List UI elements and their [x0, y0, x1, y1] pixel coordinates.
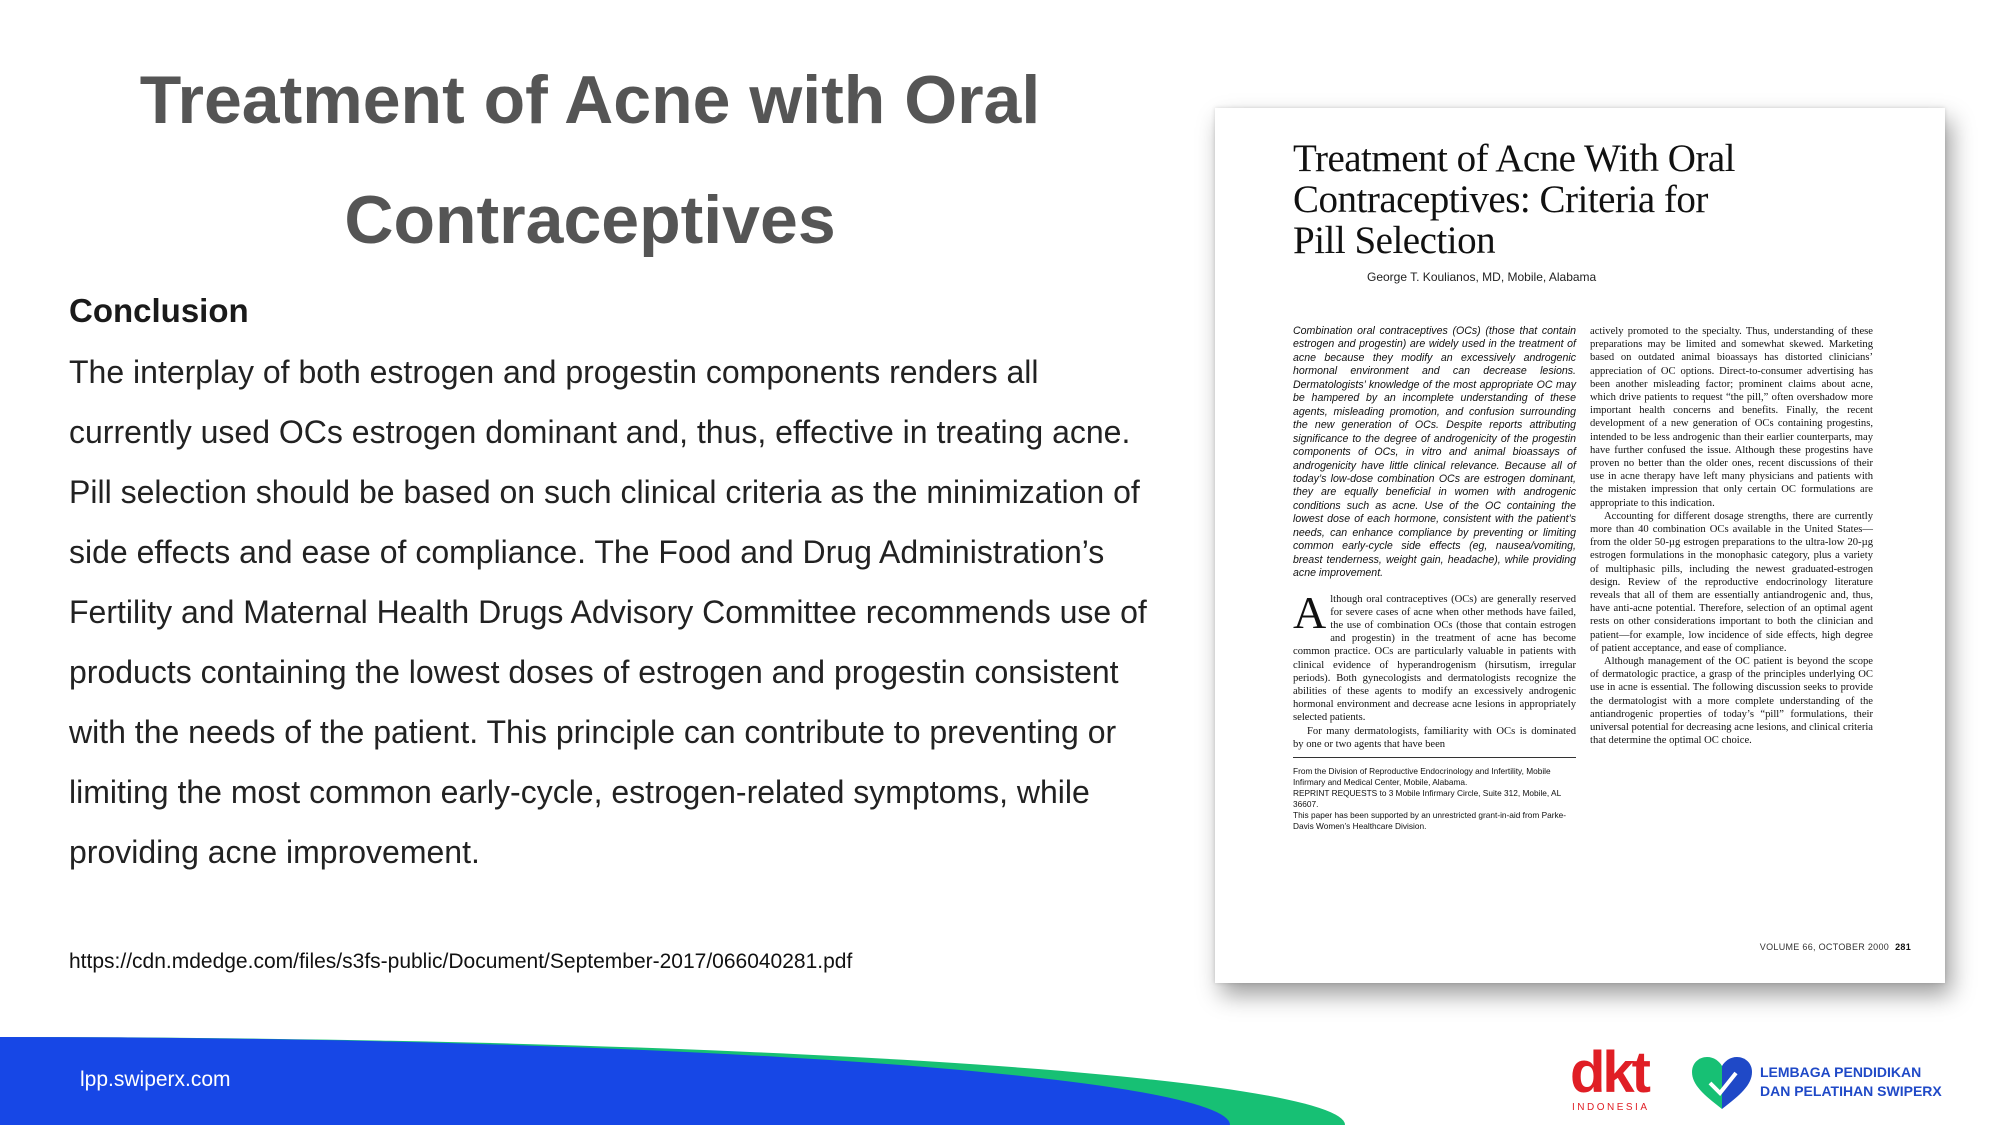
- dkt-logo-mark: dkt: [1570, 1040, 1648, 1105]
- lp-line2: DAN PELATIHAN SWIPERX: [1760, 1083, 1942, 1099]
- paper-intro: [1293, 586, 1576, 751]
- paper-footnote-3: This paper has been supported by an unrestricted grant-in-aid from Parke-Davis Women’s Healthcare Division.: [1293, 810, 1567, 832]
- paper-right-para1: actively promoted to the specialty. Thus, understanding of these preparations may be limited and somewhat skewed. Marketing based on outdated animal bioassays has distorted clinicians’ appreciation of OC options. Direct-to-consumer advertising has been another misleading factor; prominent claims about acne, which drive patients to request “the pill,” often overshadow more important health concerns and benefits. Finally, the recent development of a new generation of OCs containing progestins, intended to be less androgenic than their earlier counterparts, may have further confused the issue. Although these progestins have proven no better than the older ones, recent discussions of their use in acne therapy have left many physicians and patients with the mistaken impression that only certain OC formulations are appropriate to this indication.: [1590, 326, 1873, 509]
- paper-scan: [1215, 108, 1945, 983]
- paper-footnote-1: From the Division of Reproductive Endocrinology and Infertility, Mobile Infirmary and Medical Center, Mobile, Alabama.: [1293, 766, 1551, 788]
- paper-dropcap: A: [1293, 586, 1327, 638]
- paper-para2: For many dermatologists, familiarity with OCs is dominated by one or two agents that have been: [1293, 725, 1576, 750]
- slide-title-line1: Treatment of Acne with Oral: [139, 62, 1041, 138]
- paper-title-line2: Contraceptives: Criteria for: [1293, 178, 1708, 221]
- source-link[interactable]: https://cdn.mdedge.com/files/s3fs-public/Document/September-2017/066040281.pdf: [69, 950, 853, 973]
- paper-author: George T. Koulianos, MD, Mobile, Alabama: [1367, 270, 1597, 284]
- conclusion-heading: Conclusion: [69, 292, 249, 329]
- lp-line1: LEMBAGA PENDIDIKAN: [1760, 1064, 1922, 1080]
- footer-site-url[interactable]: lpp.swiperx.com: [80, 1068, 231, 1091]
- slide-title: [0, 40, 1180, 280]
- dkt-logo-subtitle: INDONESIA: [1572, 1102, 1650, 1113]
- paper-abstract: Combination oral contraceptives (OCs) (those that contain estrogen and progestin) are widely used in the treatment of acne because they modify an excessively androgenic hormonal environment and can decrease lesions. Dermatologists’ knowledge of the most appropriate OC may be hampered by an incomplete understanding of these agents, misleading promotion, and confusion surrounding the new generation of OCs. Despite reports attributing significance to the degree of androgenicity of the progestin components of OCs, in vitro and animal bioassays of androgenicity have little clinical relevance. Because all of today’s low-dose combination OCs are estrogen dominant, they are equally beneficial in women with androgenic conditions such as acne. Use of the OC containing the lowest dose of each hormone, consistent with the patient’s needs, can enhance compliance by preventing or limiting common early-cycle side effects (eg, nausea/vomiting, breast tenderness, weight gain, headache), while providing acne improvement.: [1293, 325, 1576, 580]
- lembaga-pendidikan-text: [1760, 1063, 1942, 1101]
- dkt-indonesia-logo: [1570, 1040, 1660, 1118]
- paper-right-para2: Accounting for different dosage strengths, there are currently more than 40 combination OCs available in the United States—from the older 50-µg estrogen preparations to the ultra-low 20-µg estrogen formulations in the monophasic category, plus a variety of multiphasic pills, including the newest graduated-estrogen design. Review of the reproductive endocrinology literature reveals that all of them are essentially antiandrogenic and, thus, have anti-acne potential. Therefore, selection of an optimal agent rests on other considerations important to both the clinician and patient—for example, low incidence of side effects, high degree of patient acceptance, and ease of compliance.: [1590, 510, 1873, 654]
- lembaga-pendidikan-logo: [1690, 1055, 1990, 1111]
- paper-right-para3: Although management of the OC patient is beyond the scope of dermatologic practice, a grasp of the principles underlying OC use in acne is essential. The following discussion seeks to provide the dermatologist with a more complete understanding of the antiandrogenic properties of today’s “pill” formulations, their universal potential for decreasing acne lesions, and clinical criteria that determine the optimal OC choice.: [1590, 656, 1873, 747]
- conclusion-text: The interplay of both estrogen and progestin components renders all currently used OCs estrogen dominant and, thus, effective in treating acne. Pill selection should be based on such clinical criteria as the minimization of side effects and ease of compliance. The Food and Drug Administration’s Fertility and Maternal Health Drugs Advisory Committee recommends use of products containing the lowest doses of estrogen and progestin consistent with the needs of the patient. This principle can contribute to preventing or limiting the most common early-cycle, estrogen-related symptoms, while providing acne improvement.: [69, 354, 1147, 870]
- slide-title-line2: Contraceptives: [344, 182, 836, 258]
- paper-title: [1293, 138, 1893, 261]
- paper-title-line1: Treatment of Acne With Oral: [1293, 137, 1736, 180]
- heart-logo-icon: [1690, 1055, 1754, 1111]
- paper-page-footer: [1760, 942, 1911, 952]
- paper-title-line3: Pill Selection: [1293, 219, 1496, 262]
- paper-page-number: 281: [1895, 942, 1911, 952]
- paper-footnote-rule: [1293, 757, 1576, 758]
- paper-intro-text: lthough oral contraceptives (OCs) are generally reserved for severe cases of acne when other methods have failed, the use of combination OCs (those that contain estrogen and progestin) in the treatment of acne has become common practice. OCs are particularly valuable in patients with clinical evidence of hyperandrogenism (hirsutism, irregular periods). Both gynecologists and dermatologists recognize the abilities of these agents to modify an excessively androgenic hormonal environment and decrease acne lesions in appropriately selected patients.: [1293, 593, 1576, 724]
- paper-right-column: [1590, 325, 1873, 748]
- paper-footnote-2: REPRINT REQUESTS to 3 Mobile Infirmary Circle, Suite 312, Mobile, AL 36607.: [1293, 788, 1561, 810]
- paper-left-column: [1293, 325, 1576, 832]
- paper-volume: VOLUME 66, OCTOBER 2000: [1759, 942, 1890, 952]
